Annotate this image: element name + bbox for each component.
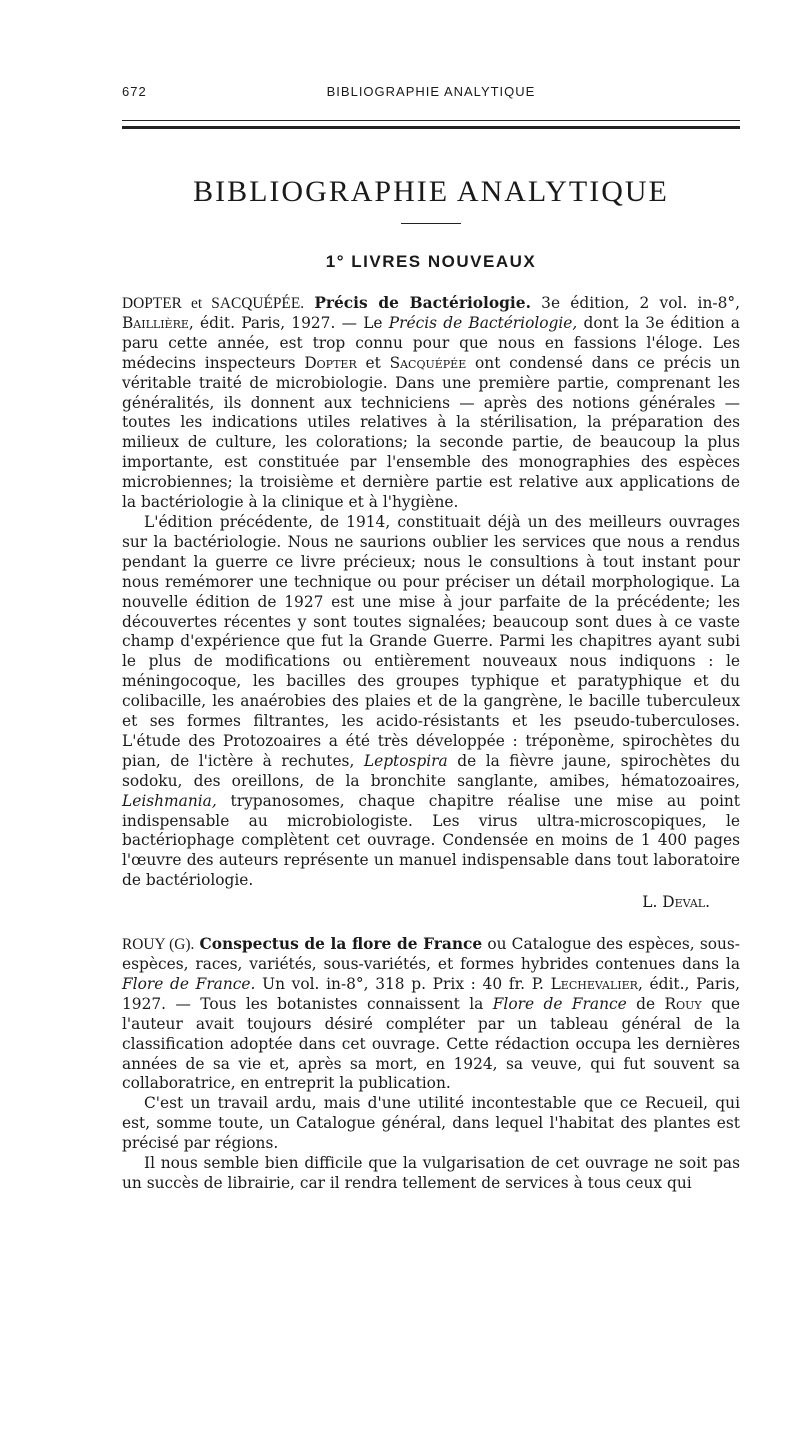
entry-2-author: ROUY (G). — [122, 936, 195, 954]
running-title: BIBLIOGRAPHIE ANALYTIQUE — [326, 84, 536, 99]
entry-1-text: et — [365, 353, 381, 372]
entry-1-pub-place: édit. Paris, 1927. — [200, 313, 336, 332]
entry-1-text: L'édition précédente, de 1914, constituait déjà un des meilleurs ouvrages sur la bactériologie. Nous ne saurions oublier les services que nous a rendus pendant la guerre ce livre précieux; nous le consultions à tout instant pour nous remémorer une technique ou pour préciser un détail morphologique. La nouvelle édition de 1927 est une mise à jour parfaite de la précédente; les découvertes récentes y sont toutes signalées; beaucoup sont dues à ce vaste champ d'expérience que fut la Grande Guerre. Parmi les chapitres ayant subi le plus de modifications ou entièrement nouveaux nous indiquons : le méningocoque, les bacilles des groupes typhique et paratyphique et du colibacille, les anaérobies des plaies et de la gangrène, le bacille tuberculeux et ses formes filtrantes, les acido-résistants et les pseudo-tuberculoses. L'étude des Protozoaires a été très développée : tréponème, spirochètes du pian, de l'ictère à rechutes, — [122, 512, 740, 770]
main-title: BIBLIOGRAPHIE ANALYTIQUE — [193, 175, 669, 208]
review-entry-2 — [122, 935, 740, 1194]
review-entry-1 — [122, 294, 740, 913]
entry-1-text: — Le — [341, 313, 383, 332]
entry-1-paragraph-2 — [122, 513, 740, 891]
entry-1-cited-title: Précis de Bactériologie, — [388, 313, 578, 332]
entry-2-text: que l'auteur avait toujours désiré compléter par un tableau général de la classification adoptée dans cet ouvrage. Cette rédaction occupa les dernières années de sa vie et, après sa mort, en 1924, sa veuve, qui fut souvent sa collaboratrice, en entreprit la publication. — [122, 994, 740, 1093]
entry-2-paragraph-2: C'est un travail ardu, mais d'une utilité incontestable que ce Recueil, qui est, somme toute, un Catalogue général, dans lequel l'habitat des plantes est précisé par régions. — [122, 1094, 740, 1153]
entry-2-text: ou Catalogue des espèces, sous-espèces, races, variétés, sous-variétés, et formes hybrides contenues dans la — [122, 935, 741, 973]
page-number: 672 — [122, 84, 147, 99]
signature-name: Deval. — [662, 893, 710, 912]
section-title: 1° LIVRES NOUVEAUX — [325, 252, 537, 271]
entry-2-publisher: Lechevalier, — [550, 974, 643, 993]
entry-1-paragraph-1 — [122, 294, 740, 513]
entry-2-text: Un vol. in-8°, 318 p. Prix : 40 fr. P. — [262, 974, 544, 993]
entry-1-genus-name: Leishmania, — [122, 791, 217, 810]
entry-2-paragraph-3: Il nous semble bien difficile que la vulgarisation de cet ouvrage ne soit pas un succès de librairie, car il rendra tellement de services à tous ceux qui — [122, 1154, 740, 1192]
signature-initial: L. — [642, 893, 658, 912]
entry-1-genus-name: Leptospira — [363, 751, 448, 770]
entry-2-book-title: Conspectus de la flore de France — [199, 935, 483, 954]
document-page — [0, 84, 800, 1429]
header-double-rule — [122, 120, 740, 129]
entry-2-cited-title: Flore de France — [492, 994, 627, 1013]
entry-2-text: édit., Paris, 1927. — Tous les botanistes connaissent la — [122, 974, 740, 1013]
entry-1-author: DOPTER et SACQUÉPÉE. — [122, 295, 305, 312]
running-header — [122, 84, 740, 120]
entry-1-text: dont la 3e édition a paru cette année, est trop connu pour que nous en fassions l'éloge. Les médecins inspecteurs — [122, 313, 740, 372]
entry-1-pub-details: 3e édition, 2 vol. in-8°, — [541, 294, 740, 312]
entry-1-signature — [122, 893, 740, 913]
entry-1-text: de la fièvre jaune, spirochètes du sodoku, des oreillons, de la bronchite sanglante, amibes, hématozoaires, — [122, 751, 741, 790]
entry-2-text: de — [636, 994, 656, 1013]
title-divider — [401, 223, 461, 224]
entry-1-text: trypanosomes, chaque chapitre réalise une mise au point indispensable au microbiologiste. Les virus ultra-microscopiques, le bactériophage complètent cet ouvrage. Condensée en moins de 1 400 pages l'œuvre des auteurs représente un manuel indispensable dans tout laboratoire de bactériologie. — [122, 791, 740, 890]
entry-2-author-name: Rouy — [664, 994, 702, 1013]
entry-2-cited-title: Flore de France. — [122, 974, 256, 993]
entry-1-text: ont condensé dans ce précis un véritable traité de microbiologie. Dans une première partie, comprenant les généralités, ils donnent aux techniciens — après des notions générales — toutes les indications utiles relatives à la stérilisation, la préparation des milieux de culture, les colorations; la seconde partie, de beaucoup la plus importante, est constituée par l'ensemble des monographies des espèces microbiennes; la troisième et dernière partie est relative aux applications de la bactériologie à la clinique et à l'hygiène. — [122, 353, 740, 512]
entry-1-book-title: Précis de Bactériologie. — [314, 294, 531, 312]
entry-1-publisher: Baillière, — [122, 313, 194, 332]
entry-2-paragraph-1 — [122, 935, 740, 1094]
entry-1-author-name: Dopter — [304, 353, 357, 372]
entry-1-author-name: Sacquépée — [389, 353, 467, 372]
